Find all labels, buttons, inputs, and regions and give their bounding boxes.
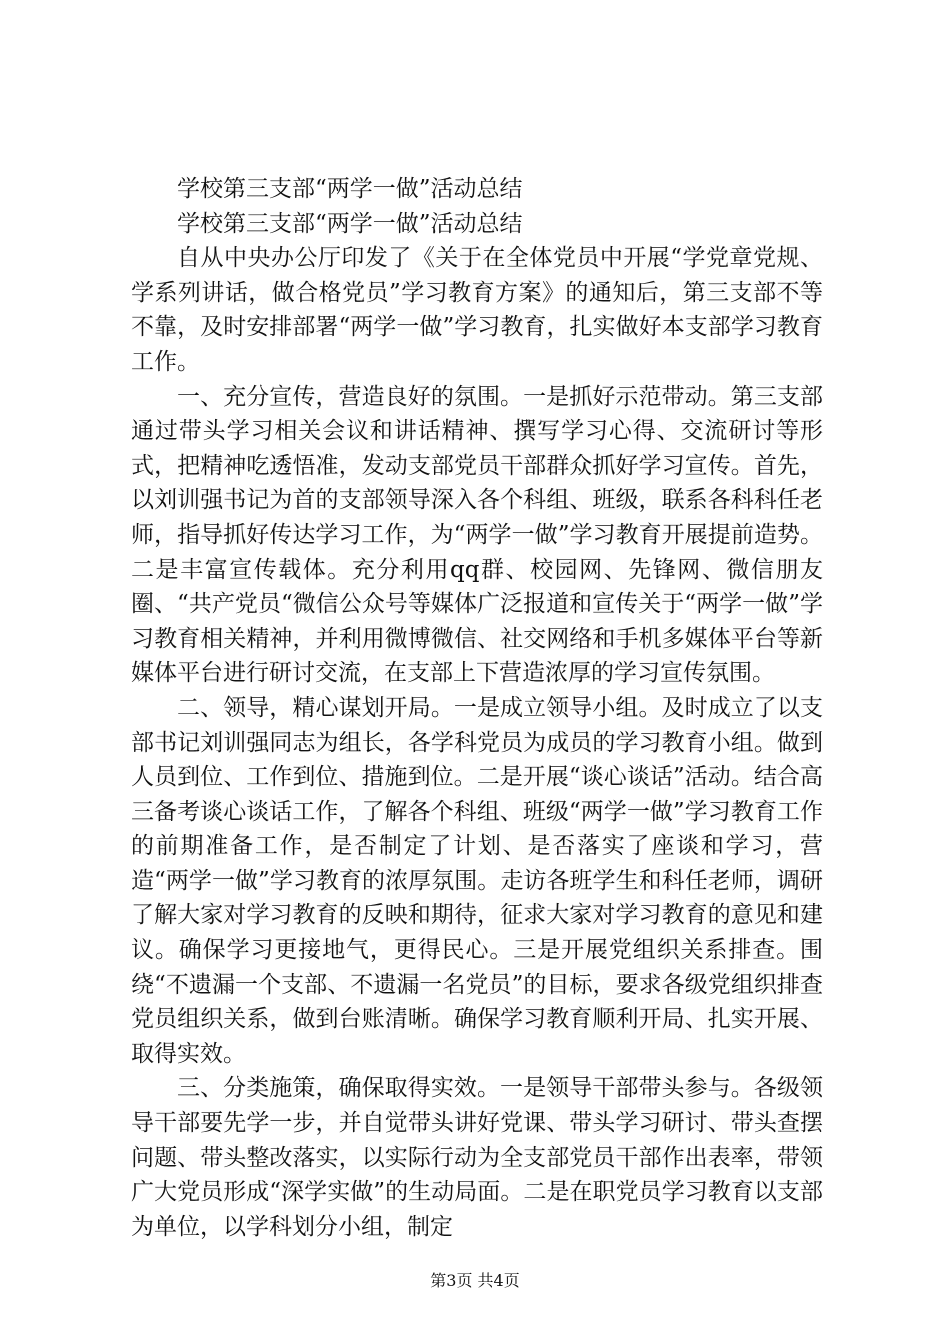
document-title: 学校第三支部“两学一做”活动总结: [177, 176, 523, 202]
paragraph-section-2: 二、领导，精心谋划开局。一是成立领导小组。及时成立了以支部书记刘训强同志为组长，各学科党员为成员的学习教育小组。做到人员到位、工作到位、措施到位。二是开展“谈心谈话”活动。结合高三备考谈心谈话工作，了解各个科组、班级“两学一做”学习教育工作的前期准备工作，是否制定了计划、是否落实了座谈和学习，营造“两学一做”学习教育的浓厚氛围。走访各班学生和科任老师，调研了解大家对学习教育的反映和期待，征求大家对学习教育的意见和建议。确保学习更接地气，更得民心。三是开展党组织关系排查。围绕“不遗漏一个支部、不遗漏一名党员”的目标，要求各级党组织排查党员组织关系，做到台账清晰。确保学习教育顺利开局、扎实开展、取得实效。: [131, 694, 823, 1067]
paragraph-section-3: 三、分类施策，确保取得实效。一是领导干部带头参与。各级领导干部要先学一步，并自觉带头讲好党课、带头学习研讨、带头查摆问题、带头整改落实，以实际行动为全支部党员干部作出表率，带领广大党员形成“深学实做”的生动局面。二是在职党员学习教育以支部为单位，以学科划分小组，制定: [131, 1075, 823, 1240]
document-body: [131, 172, 823, 1244]
page-number-footer: 第3页 共4页: [430, 1271, 520, 1290]
paragraph-intro: 自从中央办公厅印发了《关于在全体党员中开展“学党章党规、学系列讲话，做合格党员”学习教育方案》的通知后，第三支部不等不靠，及时安排部署“两学一做”学习教育，扎实做好本支部学习教育工作。: [131, 245, 823, 375]
paragraph-section-1: 一、充分宣传，营造良好的氛围。一是抓好示范带动。第三支部通过带头学习相关会议和讲话精神、撰写学习心得、交流研讨等形式，把精神吃透悟准，发动支部党员干部群众抓好学习宣传。首先，以刘训强书记为首的支部领导深入各个科组、班级，联系各科科任老师，指导抓好传达学习工作，为“两学一做”学习教育开展提前造势。二是丰富宣传载体。充分利用qq群、校园网、先锋网、微信朋友圈、“共产党员“微信公众号等媒体广泛报道和宣传关于“两学一做”学习教育相关精神，并利用微博微信、社交网络和手机多媒体平台等新媒体平台进行研讨交流，在支部上下营造浓厚的学习宣传氛围。: [131, 383, 823, 687]
document-subtitle: 学校第三支部“两学一做”活动总结: [177, 210, 523, 237]
